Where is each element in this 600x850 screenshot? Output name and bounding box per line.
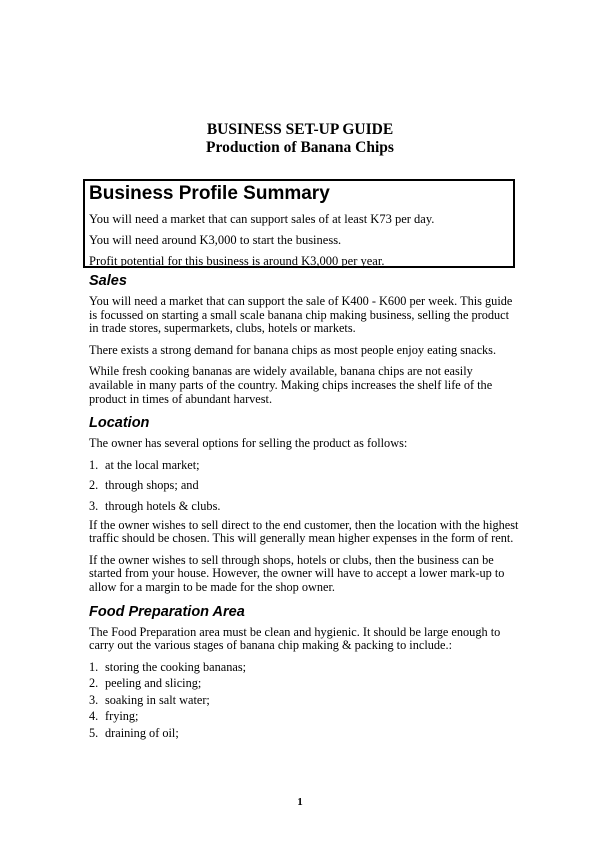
list-item (89, 727, 519, 741)
page-number: 1 (297, 796, 303, 808)
list-item (89, 479, 519, 493)
sales-heading: Sales (89, 273, 127, 289)
list-text: frying; (105, 709, 139, 724)
sales-paragraph: You will need a market that can support the sale of K400 - K600 per week. This guide is focussed on starting a small scale banana chip making business, selling the product in trade stores, supermarkets, clubs, hotels or markets. (89, 294, 513, 336)
sales-paragraph: There exists a strong demand for banana chips as most people enjoy eating snacks. (89, 342, 497, 357)
list-item (89, 677, 519, 691)
location-paragraph: If the owner wishes to sell through shops, hotels or clubs, then the business can be started from your house. However, the owner will have to accept a lower mark-up to allow for a margin to be made for the shop owner. (89, 552, 505, 594)
summary-line-startup-cost: You will need around K3,000 to start the business. (89, 233, 342, 247)
summary-line-market: You will need a market that can support sales of at least K73 per day. (89, 212, 435, 226)
business-profile-summary-box (83, 179, 515, 268)
list-number: 1. (89, 457, 99, 472)
food-prep-heading: Food Preparation Area (89, 603, 245, 620)
food-prep-stages-list (89, 661, 519, 741)
list-item (89, 710, 519, 724)
list-item (89, 661, 519, 675)
list-text: at the local market; (105, 457, 200, 472)
location-options-list (89, 459, 519, 514)
list-item (89, 694, 519, 708)
document-title: BUSINESS SET-UP GUIDE (206, 121, 394, 138)
document-body (89, 272, 519, 746)
list-item (89, 459, 519, 473)
list-number: 4. (89, 709, 99, 724)
list-number: 5. (89, 726, 99, 741)
list-text: through shops; and (105, 478, 199, 493)
food-prep-intro: The Food Preparation area must be clean and hygienic. It should be large enough to carry out the various stages of banana chip making & packing to include.: (89, 624, 501, 653)
list-text: storing the cooking bananas; (105, 659, 247, 674)
list-number: 1. (89, 659, 99, 674)
sales-paragraph: While fresh cooking bananas are widely available, banana chips are not easily available in many parts of the country. Making chips increases the shelf life of the product in times of abundant harvest. (89, 364, 493, 406)
list-number: 2. (89, 676, 99, 691)
location-intro: The owner has several options for selling the product as follows: (89, 436, 408, 451)
list-number: 3. (89, 692, 99, 707)
list-number: 3. (89, 498, 99, 513)
location-heading: Location (89, 415, 150, 432)
list-text: draining of oil; (105, 726, 179, 741)
title-block (0, 121, 600, 157)
list-item (89, 500, 519, 514)
list-number: 2. (89, 478, 99, 493)
location-paragraph: If the owner wishes to sell direct to the end customer, then the location with the highest traffic should be chosen. This will generally mean higher expenses in the form of rent. (89, 517, 519, 546)
summary-line-profit: Profit potential for this business is around K3,000 per year. (89, 254, 385, 268)
list-text: soaking in salt water; (105, 692, 210, 707)
list-text: peeling and slicing; (105, 676, 202, 691)
document-subtitle: Production of Banana Chips (206, 139, 394, 156)
summary-heading: Business Profile Summary (89, 183, 330, 204)
list-text: through hotels & clubs. (105, 498, 221, 513)
